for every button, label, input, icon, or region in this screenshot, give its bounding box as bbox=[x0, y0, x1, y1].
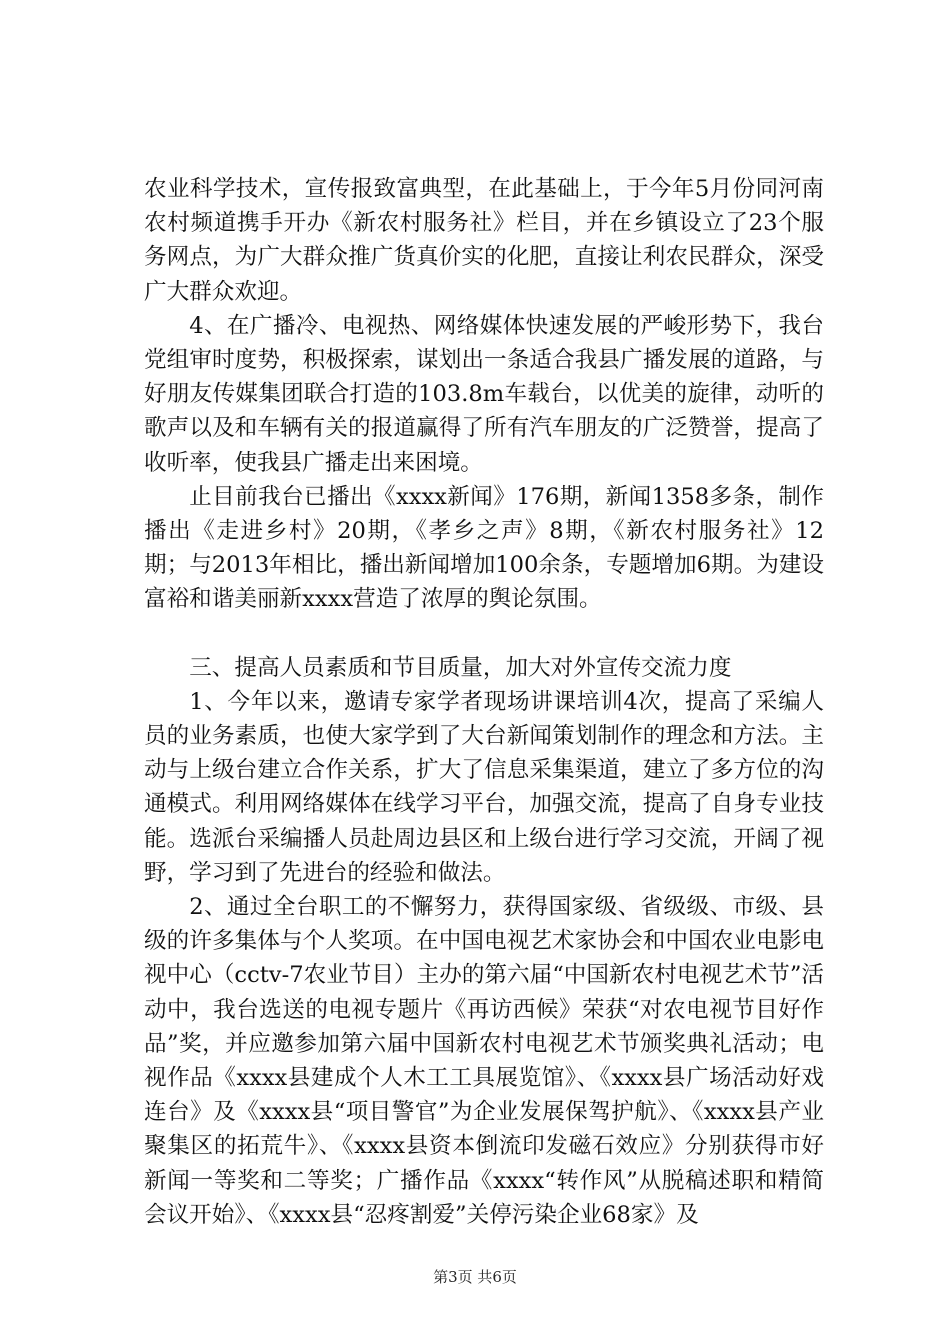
paragraph-item-4: 4、在广播冷、电视热、网络媒体快速发展的严峻形势下，我台党组审时度势，积极探索，谋划出一条适合我县广播发展的道路，与好朋友传媒集团联合打造的103.8m车载台，以优美的旋律，动听的歌声以及和车辆有关的报道赢得了所有汽车朋友的广泛赞誉，提高了收听率，使我县广播走出来困境。 bbox=[144, 312, 824, 476]
paragraph-continued: 农业科学技术，宣传报致富典型，在此基础上，于今年5月份同河南农村频道携手开办《新农村服务社》栏目，并在乡镇设立了23个服务网点，为广大群众推广货真价实的化肥，直接让利农民群众，深受广大群众欢迎。 bbox=[144, 176, 824, 305]
paragraph-gap bbox=[144, 617, 824, 651]
paragraph-item-1: 1、今年以来，邀请专家学者现场讲课培训4次，提高了采编人员的业务素质，也使大家学到了大台新闻策划制作的理念和方法。主动与上级台建立合作关系，扩大了信息采集渠道，建立了多方位的沟通模式。利用网络媒体在线学习平台，加强交流，提高了自身专业技能。选派台采编播人员赴周边县区和上级台进行学习交流，开阔了视野，学习到了先进台的经验和做法。 bbox=[144, 688, 824, 886]
section-heading-3: 三、提高人员素质和节目质量，加大对外宣传交流力度 bbox=[189, 654, 732, 681]
page-number-footer: 第3页 共6页 bbox=[433, 1268, 517, 1286]
document-body bbox=[144, 172, 824, 1232]
paragraph-item-2: 2、通过全台职工的不懈努力，获得国家级、省级级、市级、县级的许多集体与个人奖项。在中国电视艺术家协会和中国农业电影电视中心（cctv-7农业节目）主办的第六届“中国新农村电视艺术节”活动中，我台选送的电视专题片《再访西候》荣获“对农电视节目好作品”奖，并应邀参加第六届中国新农村电视艺术节颁奖典礼活动；电视作品《xxxx县建成个人木工工具展览馆》、《xxxx县广场活动好戏连台》及《xxxx县“项目警官”为企业发展保驾护航》、《xxxx县产业聚集区的拓荒牛》、《xxxx县资本倒流印发磁石效应》分别获得市好新闻一等奖和二等奖；广播作品《xxxx“转作风”从脱稿述职和精简会议开始》、《xxxx县“忍疼割爱”关停污染企业68家》及 bbox=[144, 894, 824, 1228]
paragraph-summary: 止目前我台已播出《xxxx新闻》176期，新闻1358多条，制作播出《走进乡村》20期，《孝乡之声》8期，《新农村服务社》12期；与2013年相比，播出新闻增加100余条，专题增加6期。为建设富裕和谐美丽新xxxx营造了浓厚的舆论氛围。 bbox=[144, 483, 824, 613]
